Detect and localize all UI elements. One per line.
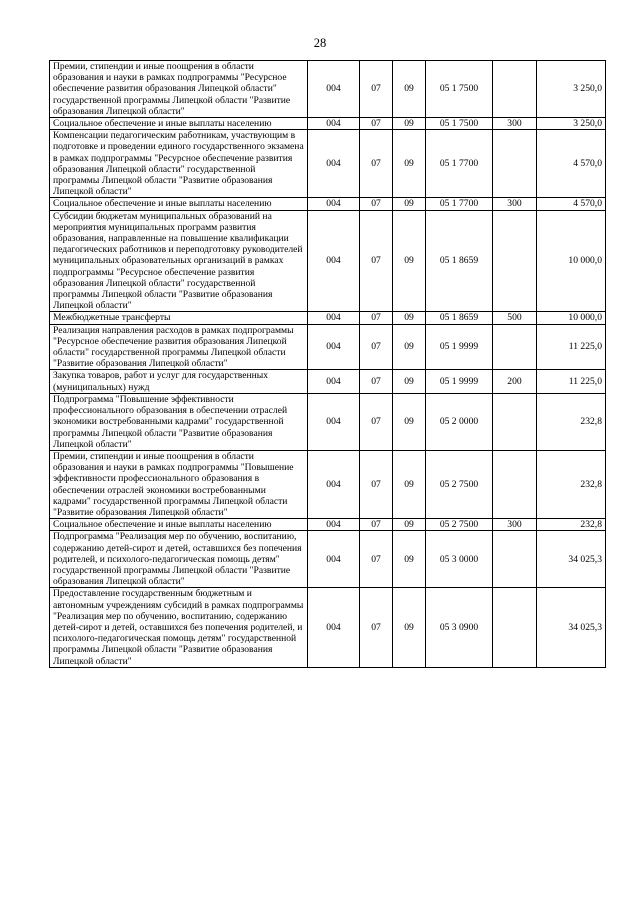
table-row — [50, 531, 606, 588]
table-row — [50, 118, 606, 130]
table-row — [50, 210, 606, 312]
expense-type-cell: 200 — [493, 370, 537, 393]
expense-name-cell: Межбюджетные трансферты — [50, 312, 308, 324]
subsection-code-cell: 09 — [393, 531, 426, 588]
subsection-code-cell: 09 — [393, 393, 426, 450]
target-article-cell: 05 1 9999 — [426, 324, 493, 370]
admin-code-cell: 004 — [308, 130, 360, 198]
expense-type-cell — [493, 130, 537, 198]
table-row — [50, 198, 606, 210]
target-article-cell: 05 1 7700 — [426, 130, 493, 198]
expense-type-cell — [493, 324, 537, 370]
target-article-cell: 05 1 7500 — [426, 118, 493, 130]
section-code-cell: 07 — [360, 393, 393, 450]
target-article-cell: 05 1 9999 — [426, 370, 493, 393]
expense-name-cell: Субсидии бюджетам муниципальных образований на мероприятия муниципальных программ развития образования, направленные на повышение квалификации педагогических работников и переподготовку руководителей муниципальных образовательных организаций в рамках подпрограммы "Ресурсное обеспечение развития образования Липецкой области" государственной программы Липецкой области "Развитие образования Липецкой области" — [50, 210, 308, 312]
section-code-cell: 07 — [360, 210, 393, 312]
admin-code-cell: 004 — [308, 519, 360, 531]
admin-code-cell: 004 — [308, 370, 360, 393]
amount-cell: 10 000,0 — [537, 312, 606, 324]
subsection-code-cell: 09 — [393, 198, 426, 210]
expense-name-cell: Компенсации педагогическим работникам, участвующим в подготовке и проведении единого государственного экзамена в рамках подпрограммы "Ресурсное обеспечение развития образования Липецкой области" государственной программы Липецкой области "Развитие образования Липецкой области" — [50, 130, 308, 198]
expense-type-cell: 500 — [493, 312, 537, 324]
section-code-cell: 07 — [360, 324, 393, 370]
page-number: 28 — [313, 36, 327, 50]
amount-cell: 11 225,0 — [537, 324, 606, 370]
table-row — [50, 450, 606, 518]
expense-type-cell — [493, 61, 537, 118]
amount-cell: 34 025,3 — [537, 588, 606, 667]
amount-cell: 3 250,0 — [537, 118, 606, 130]
expense-type-cell — [493, 393, 537, 450]
admin-code-cell: 004 — [308, 588, 360, 667]
budget-table — [49, 60, 606, 668]
admin-code-cell: 004 — [308, 393, 360, 450]
expense-name-cell: Социальное обеспечение и иные выплаты населению — [50, 198, 308, 210]
section-code-cell: 07 — [360, 588, 393, 667]
amount-cell: 232,8 — [537, 450, 606, 518]
admin-code-cell: 004 — [308, 198, 360, 210]
admin-code-cell: 004 — [308, 324, 360, 370]
subsection-code-cell: 09 — [393, 370, 426, 393]
admin-code-cell: 004 — [308, 450, 360, 518]
expense-name-cell: Реализация направления расходов в рамках подпрограммы "Ресурсное обеспечение развития образования Липецкой области" государственной программы Липецкой области "Развитие образования Липецкой области" — [50, 324, 308, 370]
amount-cell: 11 225,0 — [537, 370, 606, 393]
section-code-cell: 07 — [360, 198, 393, 210]
admin-code-cell: 004 — [308, 531, 360, 588]
target-article-cell: 05 1 8659 — [426, 312, 493, 324]
subsection-code-cell: 09 — [393, 210, 426, 312]
amount-cell: 3 250,0 — [537, 61, 606, 118]
table-row — [50, 519, 606, 531]
section-code-cell: 07 — [360, 61, 393, 118]
expense-type-cell: 300 — [493, 519, 537, 531]
amount-cell: 232,8 — [537, 393, 606, 450]
target-article-cell: 05 1 8659 — [426, 210, 493, 312]
table-row — [50, 393, 606, 450]
subsection-code-cell: 09 — [393, 61, 426, 118]
target-article-cell: 05 2 7500 — [426, 519, 493, 531]
section-code-cell: 07 — [360, 312, 393, 324]
expense-type-cell — [493, 450, 537, 518]
section-code-cell: 07 — [360, 370, 393, 393]
section-code-cell: 07 — [360, 519, 393, 531]
subsection-code-cell: 09 — [393, 324, 426, 370]
table-row — [50, 130, 606, 198]
section-code-cell: 07 — [360, 450, 393, 518]
subsection-code-cell: 09 — [393, 118, 426, 130]
admin-code-cell: 004 — [308, 312, 360, 324]
expense-name-cell: Предоставление государственным бюджетным и автономным учреждениям субсидий в рамках подпрограммы "Реализация мер по обучению, воспитанию, содержанию детей-сирот и детей, оставшихся без попечения родителей, и психолого-педагогическая помощь детям" государственной программы Липецкой области "Развитие образования Липецкой области" — [50, 588, 308, 667]
budget-table-body — [50, 61, 606, 668]
amount-cell: 10 000,0 — [537, 210, 606, 312]
table-row — [50, 370, 606, 393]
expense-type-cell: 300 — [493, 198, 537, 210]
amount-cell: 4 570,0 — [537, 198, 606, 210]
table-row — [50, 588, 606, 667]
amount-cell: 34 025,3 — [537, 531, 606, 588]
table-row — [50, 324, 606, 370]
admin-code-cell: 004 — [308, 61, 360, 118]
target-article-cell: 05 1 7500 — [426, 61, 493, 118]
expense-type-cell: 300 — [493, 118, 537, 130]
expense-name-cell: Подпрограмма "Реализация мер по обучению, воспитанию, содержанию детей-сирот и детей, оставшихся без попечения родителей, и психолого-педагогическая помощь детям" государственной программы Липецкой области "Развитие образования Липецкой области" — [50, 531, 308, 588]
table-row — [50, 312, 606, 324]
subsection-code-cell: 09 — [393, 312, 426, 324]
expense-name-cell: Закупка товаров, работ и услуг для государственных (муниципальных) нужд — [50, 370, 308, 393]
amount-cell: 4 570,0 — [537, 130, 606, 198]
subsection-code-cell: 09 — [393, 519, 426, 531]
section-code-cell: 07 — [360, 130, 393, 198]
subsection-code-cell: 09 — [393, 130, 426, 198]
target-article-cell: 05 3 0900 — [426, 588, 493, 667]
section-code-cell: 07 — [360, 531, 393, 588]
expense-name-cell: Премии, стипендии и иные поощрения в области образования и науки в рамках подпрограммы "Ресурсное обеспечение развития образования Липецкой области" государственной программы Липецкой области "Развитие образования Липецкой области" — [50, 61, 308, 118]
subsection-code-cell: 09 — [393, 450, 426, 518]
table-row — [50, 61, 606, 118]
expense-type-cell — [493, 210, 537, 312]
expense-name-cell: Социальное обеспечение и иные выплаты населению — [50, 519, 308, 531]
target-article-cell: 05 1 7700 — [426, 198, 493, 210]
amount-cell: 232,8 — [537, 519, 606, 531]
expense-type-cell — [493, 588, 537, 667]
target-article-cell: 05 2 0000 — [426, 393, 493, 450]
admin-code-cell: 004 — [308, 210, 360, 312]
target-article-cell: 05 3 0000 — [426, 531, 493, 588]
subsection-code-cell: 09 — [393, 588, 426, 667]
expense-type-cell — [493, 531, 537, 588]
expense-name-cell: Подпрограмма "Повышение эффективности профессионального образования в обеспечении отраслей экономики востребованными кадрами" государственной программы Липецкой области "Развитие образования Липецкой области" — [50, 393, 308, 450]
section-code-cell: 07 — [360, 118, 393, 130]
admin-code-cell: 004 — [308, 118, 360, 130]
target-article-cell: 05 2 7500 — [426, 450, 493, 518]
expense-name-cell: Премии, стипендии и иные поощрения в области образования и науки в рамках подпрограммы "Повышение эффективности профессионального образования в обеспечении отраслей экономики востребованными кадрами" государственной программы Липецкой области "Развитие образования Липецкой области" — [50, 450, 308, 518]
expense-name-cell: Социальное обеспечение и иные выплаты населению — [50, 118, 308, 130]
